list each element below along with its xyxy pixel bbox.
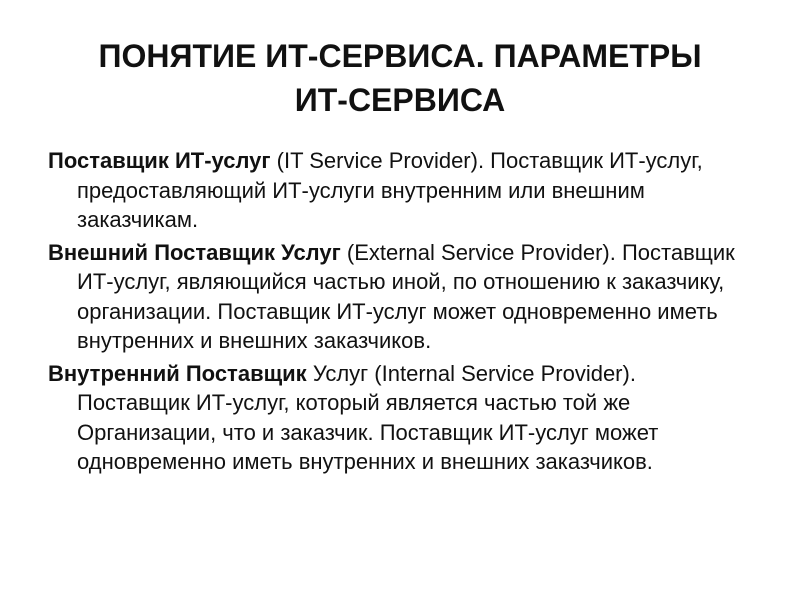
definition-text: Услуг (Internal Service Provider). Поставщик ИТ-услуг, который является частью той же Организации, что и заказчик. Поставщик ИТ-услуг может одновременно иметь внутренних и внешних заказчиков.: [77, 360, 659, 474]
definition-internal-service-provider: [48, 359, 748, 477]
definition-term: Внешний Поставщик Услуг: [48, 239, 341, 265]
slide-body: [48, 146, 748, 480]
definition-it-service-provider: [48, 146, 748, 235]
slide-title: [40, 34, 760, 122]
definition-term: Внутренний Поставщик: [48, 360, 307, 386]
slide-title-line-1: ПОНЯТИЕ ИТ-СЕРВИСА. ПАРАМЕТРЫ: [98, 38, 702, 74]
definition-text: (External Service Provider). Поставщик ИТ-услуг, являющийся частью иной, по отношению к заказчику, организации. Поставщик ИТ-услуг может одновременно иметь внутренних и внешних заказчиков.: [77, 239, 735, 353]
definition-text: (IT Service Provider). Поставщик ИТ-услуг, предоставляющий ИТ-услуги внутренним или внешним заказчикам.: [77, 148, 703, 232]
slide-title-line-2: ИТ-СЕРВИСА: [294, 82, 506, 118]
definition-term: Поставщик ИТ-услуг: [48, 148, 271, 173]
definition-external-service-provider: [48, 238, 748, 356]
